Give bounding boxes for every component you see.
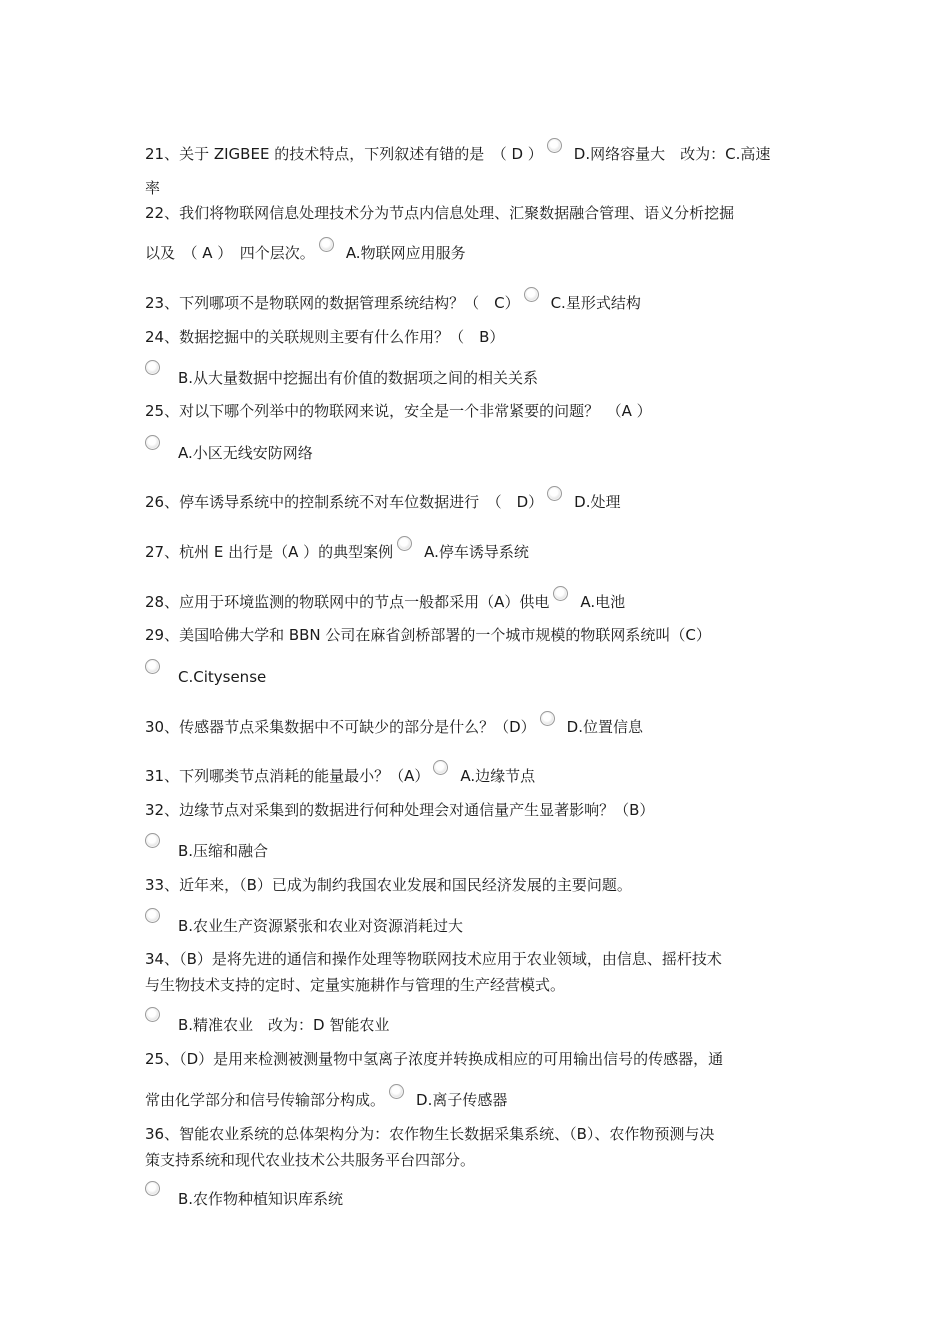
question-line <box>145 293 815 313</box>
question-line <box>145 1049 815 1069</box>
question-line <box>145 625 815 645</box>
question-text: 25、对以下哪个列举中的物联网来说，安全是一个非常紧要的问题？ （A ） <box>145 402 652 420</box>
question-text: 30、传感器节点采集数据中不可缺少的部分是什么？（D） <box>145 718 536 736</box>
radio-button-icon[interactable] <box>145 1181 160 1196</box>
answer-text: A.边缘节点 <box>460 767 536 785</box>
question-text: 22、我们将物联网信息处理技术分为节点内信息处理、汇聚数据融合管理、语义分析挖掘 <box>145 204 735 222</box>
radio-button-icon[interactable] <box>547 486 562 501</box>
radio-button-icon[interactable] <box>397 536 412 551</box>
text-line <box>145 975 815 995</box>
text-line <box>145 178 815 198</box>
question-text: 34、（B）是将先进的通信和操作处理等物联网技术应用于农业领域，由信息、摇杆技术 <box>145 950 722 968</box>
answer-text: B.从大量数据中挖掘出有价值的数据项之间的相关关系 <box>178 369 539 387</box>
answer-text: A.电池 <box>580 593 626 611</box>
question-text: 25、（D）是用来检测被测量物中氢离子浓度并转换成相应的可用输出信号的传感器，通 <box>145 1050 724 1068</box>
question-text: 21、关于 ZIGBEE 的技术特点，下列叙述有错的是 （ D ） <box>145 145 543 163</box>
radio-button-icon[interactable] <box>145 435 160 450</box>
question-line <box>145 243 815 263</box>
answer-text: C.Citysense <box>178 668 267 686</box>
question-text: 与生物技术支持的定时、定量实施耕作与管理的生产经营模式。 <box>145 976 566 994</box>
answer-text: D.离子传感器 <box>416 1091 508 1109</box>
question-text: 常由化学部分和信号传输部分构成。 <box>145 1091 386 1109</box>
question-line <box>145 1124 815 1144</box>
answer-line <box>145 916 815 936</box>
answer-text: C.星形式结构 <box>550 294 641 312</box>
answer-text: B.农作物种植知识库系统 <box>178 1190 344 1208</box>
question-line <box>145 592 815 612</box>
question-text: 策支持系统和现代农业技术公共服务平台四部分。 <box>145 1151 476 1169</box>
answer-text: B.压缩和融合 <box>178 842 269 860</box>
question-text: 27、杭州 E 出行是（A ）的典型案例 <box>145 543 394 561</box>
question-text: 以及 （ A ） 四个层次。 <box>145 244 315 262</box>
question-line <box>145 144 815 164</box>
radio-button-icon[interactable] <box>145 1007 160 1022</box>
text-line <box>145 1150 815 1170</box>
answer-line <box>145 443 815 463</box>
question-line <box>145 327 815 347</box>
question-line <box>145 401 815 421</box>
answer-text: A.物联网应用服务 <box>345 244 466 262</box>
question-text: 33、近年来，（B）已成为制约我国农业发展和国民经济发展的主要问题。 <box>145 876 632 894</box>
question-text: 31、下列哪类节点消耗的能量最小？（A） <box>145 767 430 785</box>
answer-line <box>145 841 815 861</box>
answer-text: D.处理 <box>574 493 621 511</box>
answer-line <box>145 667 815 687</box>
answer-text: B.精准农业 改为：D 智能农业 <box>178 1016 390 1034</box>
question-line <box>145 542 815 562</box>
answer-text: A.停车诱导系统 <box>424 543 529 561</box>
answer-line <box>145 368 815 388</box>
answer-text: B.农业生产资源紧张和农业对资源消耗过大 <box>178 917 464 935</box>
question-text: 32、边缘节点对采集到的数据进行何种处理会对通信量产生显著影响？（B） <box>145 801 655 819</box>
radio-button-icon[interactable] <box>540 711 555 726</box>
answer-text: D.位置信息 <box>566 718 643 736</box>
answer-line <box>145 1015 815 1035</box>
question-line <box>145 717 815 737</box>
answer-text: D.网络容量大 改为：C.高速 <box>573 145 771 163</box>
question-text: 23、下列哪项不是物联网的数据管理系统结构？（ C） <box>145 294 520 312</box>
question-text: 36、智能农业系统的总体架构分为：农作物生长数据采集系统、（B）、农作物预测与决 <box>145 1125 715 1143</box>
radio-button-icon[interactable] <box>145 659 160 674</box>
question-text: 28、应用于环境监测的物联网中的节点一般都采用（A）供电 <box>145 593 550 611</box>
question-line <box>145 1090 815 1110</box>
question-line <box>145 875 815 895</box>
question-text: 率 <box>145 179 161 197</box>
answer-text: A.小区无线安防网络 <box>178 444 313 462</box>
question-line <box>145 949 815 969</box>
radio-button-icon[interactable] <box>145 360 160 375</box>
answer-line <box>145 1189 815 1209</box>
question-text: 29、美国哈佛大学和 BBN 公司在麻省剑桥部署的一个城市规模的物联网系统叫（C） <box>145 626 711 644</box>
radio-button-icon[interactable] <box>524 287 539 302</box>
question-line <box>145 492 815 512</box>
question-text: 26、停车诱导系统中的控制系统不对车位数据进行 （ D） <box>145 493 544 511</box>
question-line <box>145 203 815 223</box>
question-text: 24、数据挖掘中的关联规则主要有什么作用？（ B） <box>145 328 505 346</box>
question-line <box>145 800 815 820</box>
radio-button-icon[interactable] <box>553 586 568 601</box>
radio-button-icon[interactable] <box>145 833 160 848</box>
question-line <box>145 766 815 786</box>
radio-button-icon[interactable] <box>145 908 160 923</box>
radio-button-icon[interactable] <box>547 138 562 153</box>
radio-button-icon[interactable] <box>389 1084 404 1099</box>
radio-button-icon[interactable] <box>433 760 448 775</box>
radio-button-icon[interactable] <box>319 237 334 252</box>
